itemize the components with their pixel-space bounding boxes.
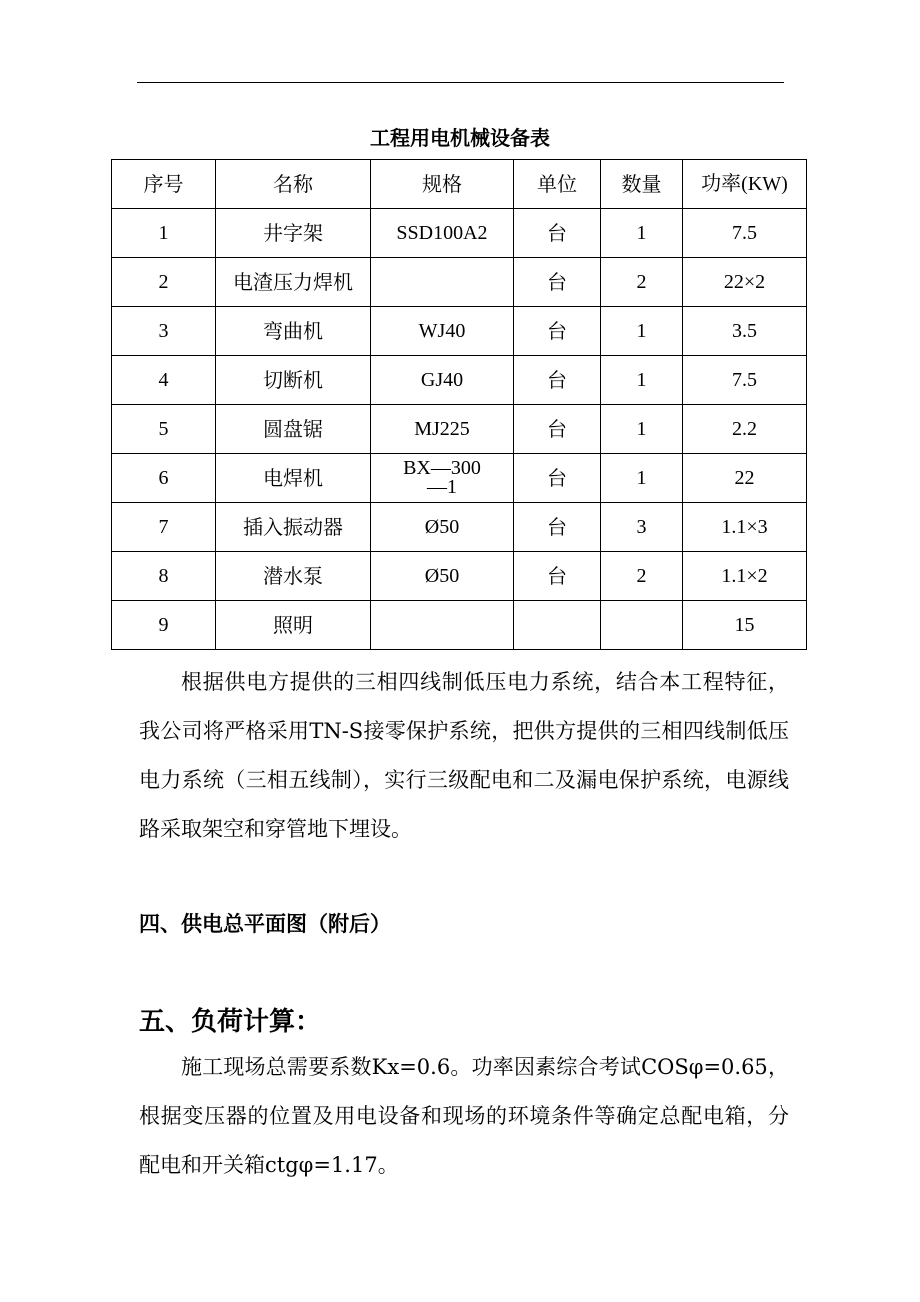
- table-cell: 2: [601, 552, 683, 601]
- table-cell: 1: [601, 307, 683, 356]
- table-cell: 台: [514, 209, 601, 258]
- table-row: [112, 601, 807, 650]
- section-5-heading: 五、负荷计算：: [139, 1007, 322, 1037]
- table-cell: 弯曲机: [216, 307, 371, 356]
- equipment-table: [111, 159, 807, 650]
- column-header: 单位: [514, 160, 601, 209]
- table-cell: 3: [601, 503, 683, 552]
- table-cell: 台: [514, 258, 601, 307]
- table-cell: 圆盘锯: [216, 405, 371, 454]
- table-cell: 台: [514, 307, 601, 356]
- table-cell: Ø50: [371, 503, 514, 552]
- column-header: 名称: [216, 160, 371, 209]
- table-cell: 22: [683, 454, 807, 503]
- table-cell: 2: [112, 258, 216, 307]
- table-cell: WJ40: [371, 307, 514, 356]
- table-row: [112, 454, 807, 503]
- table-cell: 潜水泵: [216, 552, 371, 601]
- table-cell: 1: [112, 209, 216, 258]
- table-header-row: [112, 160, 807, 209]
- table-cell: 5: [112, 405, 216, 454]
- table-row: [112, 307, 807, 356]
- table-cell: 7.5: [683, 209, 807, 258]
- table-cell: 7: [112, 503, 216, 552]
- table-cell: 1: [601, 405, 683, 454]
- table-row: [112, 209, 807, 258]
- table-cell: 7.5: [683, 356, 807, 405]
- table-row: [112, 503, 807, 552]
- column-header: 序号: [112, 160, 216, 209]
- table-cell: 1.1×3: [683, 503, 807, 552]
- table-cell: 2: [601, 258, 683, 307]
- load-calculation-paragraph: 施工现场总需要系数Kx=0.6。功率因素综合考试COSφ=0.65，根据变压器的位置及用电设备和现场的环境条件等确定总配电箱，分配电和开关箱ctgφ=1.17。: [139, 1055, 789, 1177]
- table-cell: [514, 601, 601, 650]
- table-cell: 插入振动器: [216, 503, 371, 552]
- table-cell: 9: [112, 601, 216, 650]
- table-cell: 15: [683, 601, 807, 650]
- table-cell: 台: [514, 405, 601, 454]
- table-cell: 3.5: [683, 307, 807, 356]
- table-cell: 1.1×2: [683, 552, 807, 601]
- table-cell: 3: [112, 307, 216, 356]
- table-cell: 1: [601, 454, 683, 503]
- column-header: 规格: [371, 160, 514, 209]
- table-cell: 8: [112, 552, 216, 601]
- table-cell: [601, 601, 683, 650]
- table-cell: 电焊机: [216, 454, 371, 503]
- table-cell: GJ40: [371, 356, 514, 405]
- header-rule: [137, 82, 784, 83]
- column-header: 数量: [601, 160, 683, 209]
- table-cell: 4: [112, 356, 216, 405]
- column-header: 功率(KW): [683, 160, 807, 209]
- table-cell: 照明: [216, 601, 371, 650]
- table-cell: 台: [514, 356, 601, 405]
- table-cell: SSD100A2: [371, 209, 514, 258]
- table-cell: 台: [514, 503, 601, 552]
- table-row: [112, 356, 807, 405]
- table-cell: 切断机: [216, 356, 371, 405]
- power-system-paragraph: 根据供电方提供的三相四线制低压电力系统，结合本工程特征，我公司将严格采用TN-S接零保护系统，把供方提供的三相四线制低压电力系统（三相五线制），实行三级配电和二及漏电保护系统，电源线路采取架空和穿管地下埋设。: [139, 670, 789, 841]
- table-cell: 22×2: [683, 258, 807, 307]
- table-cell: 电渣压力焊机: [216, 258, 371, 307]
- table-cell: 井字架: [216, 209, 371, 258]
- table-cell: 1: [601, 209, 683, 258]
- table-cell: 2.2: [683, 405, 807, 454]
- table-cell: BX—300—1: [371, 454, 514, 503]
- table-row: [112, 405, 807, 454]
- table-cell: [371, 601, 514, 650]
- table-title: 工程用电机械设备表: [370, 126, 550, 150]
- table-cell: 台: [514, 552, 601, 601]
- table-row: [112, 258, 807, 307]
- table-cell: 6: [112, 454, 216, 503]
- table-cell: [371, 258, 514, 307]
- table-cell: MJ225: [371, 405, 514, 454]
- table-row: [112, 552, 807, 601]
- table-cell: Ø50: [371, 552, 514, 601]
- table-cell: 台: [514, 454, 601, 503]
- section-4-heading: 四、供电总平面图（附后）: [139, 911, 391, 936]
- table-cell: 1: [601, 356, 683, 405]
